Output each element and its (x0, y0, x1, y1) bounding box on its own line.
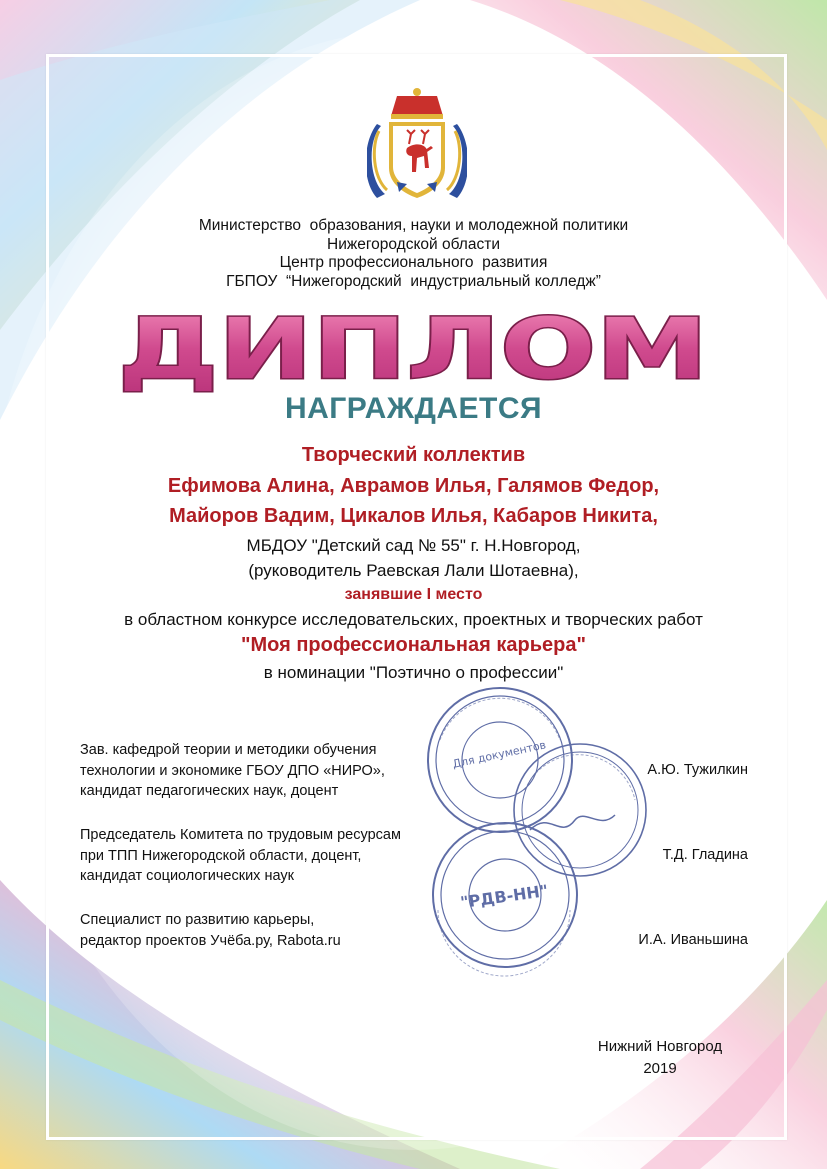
ministry-name: Министерство образования, науки и молодежной политики (198, 217, 629, 234)
signatory-1-name: А.Ю. Тужилкин (647, 762, 748, 778)
college-name: ГБПОУ “Нижегородский индустриальный колледж” (226, 272, 601, 290)
recipient-supervisor: (руководитель Раевская Лали Шотаевна), (248, 561, 579, 580)
rdv-stamp-text: "РДВ-НН" (459, 881, 550, 913)
issuer-header (0, 217, 827, 291)
signatory-2-name: Т.Д. Гладина (662, 847, 748, 863)
diploma-title-text: ДИПЛОМ (118, 308, 708, 398)
contest-name: "Моя профессиональная карьера" (241, 634, 586, 656)
region-name: Нижегородской области (327, 235, 500, 253)
recipient-collective: Творческий коллектив (301, 444, 526, 466)
signatory-1-line3: кандидат педагогических наук, доцент (80, 783, 339, 799)
signatory-3-title (80, 910, 341, 951)
nomination: в номинации "Поэтично о профессии" (263, 663, 564, 682)
signatory-3-name: И.А. Иваньшина (638, 932, 748, 948)
official-stamps-icon (410, 680, 660, 1000)
issue-year: 2019 (643, 1060, 677, 1077)
awarded-heading: НАГРАЖДАЕТСЯ (284, 392, 543, 425)
signatory-1-title (80, 740, 385, 802)
contest-description: в областном конкурсе исследовательских, проектных и творческих работ (124, 610, 703, 629)
signatory-2-line2: при ТПП Нижегородской области, доцент, (80, 847, 362, 864)
recipient-names-line2: Майоров Вадим, Цикалов Илья, Кабаров Никита, (169, 505, 658, 527)
recipient-organization: МБДОУ "Детский сад № 55" г. Н.Новгород, (246, 536, 581, 555)
center-name: Центр профессионального развития (279, 254, 548, 271)
signatory-1-line1: Зав. кафедрой теории и методики обучения (80, 742, 377, 758)
signatory-3-line1: Специалист по развитию карьеры, (80, 912, 315, 928)
recipient-names-line1: Ефимова Алина, Аврамов Илья, Галямов Федор, (167, 475, 660, 497)
signatory-2-line1: Председатель Комитета по трудовым ресурсам (80, 827, 401, 843)
coat-of-arms-icon (367, 86, 467, 204)
signatory-1-line2: технологии и экономике ГБОУ ДПО «НИРО», (80, 762, 385, 779)
niro-stamp-text: Для документов (451, 738, 548, 771)
signatory-2-title (80, 825, 401, 887)
signatory-3-line2: редактор проектов Учёба.ру, Rabota.ru (80, 932, 341, 949)
issue-place-date (560, 1036, 760, 1080)
signatory-2-line3: кандидат социологических наук (80, 868, 294, 884)
place-awarded: занявшие I место (344, 586, 483, 603)
diploma-title (0, 308, 827, 398)
issue-city: Нижний Новгород (597, 1038, 723, 1055)
